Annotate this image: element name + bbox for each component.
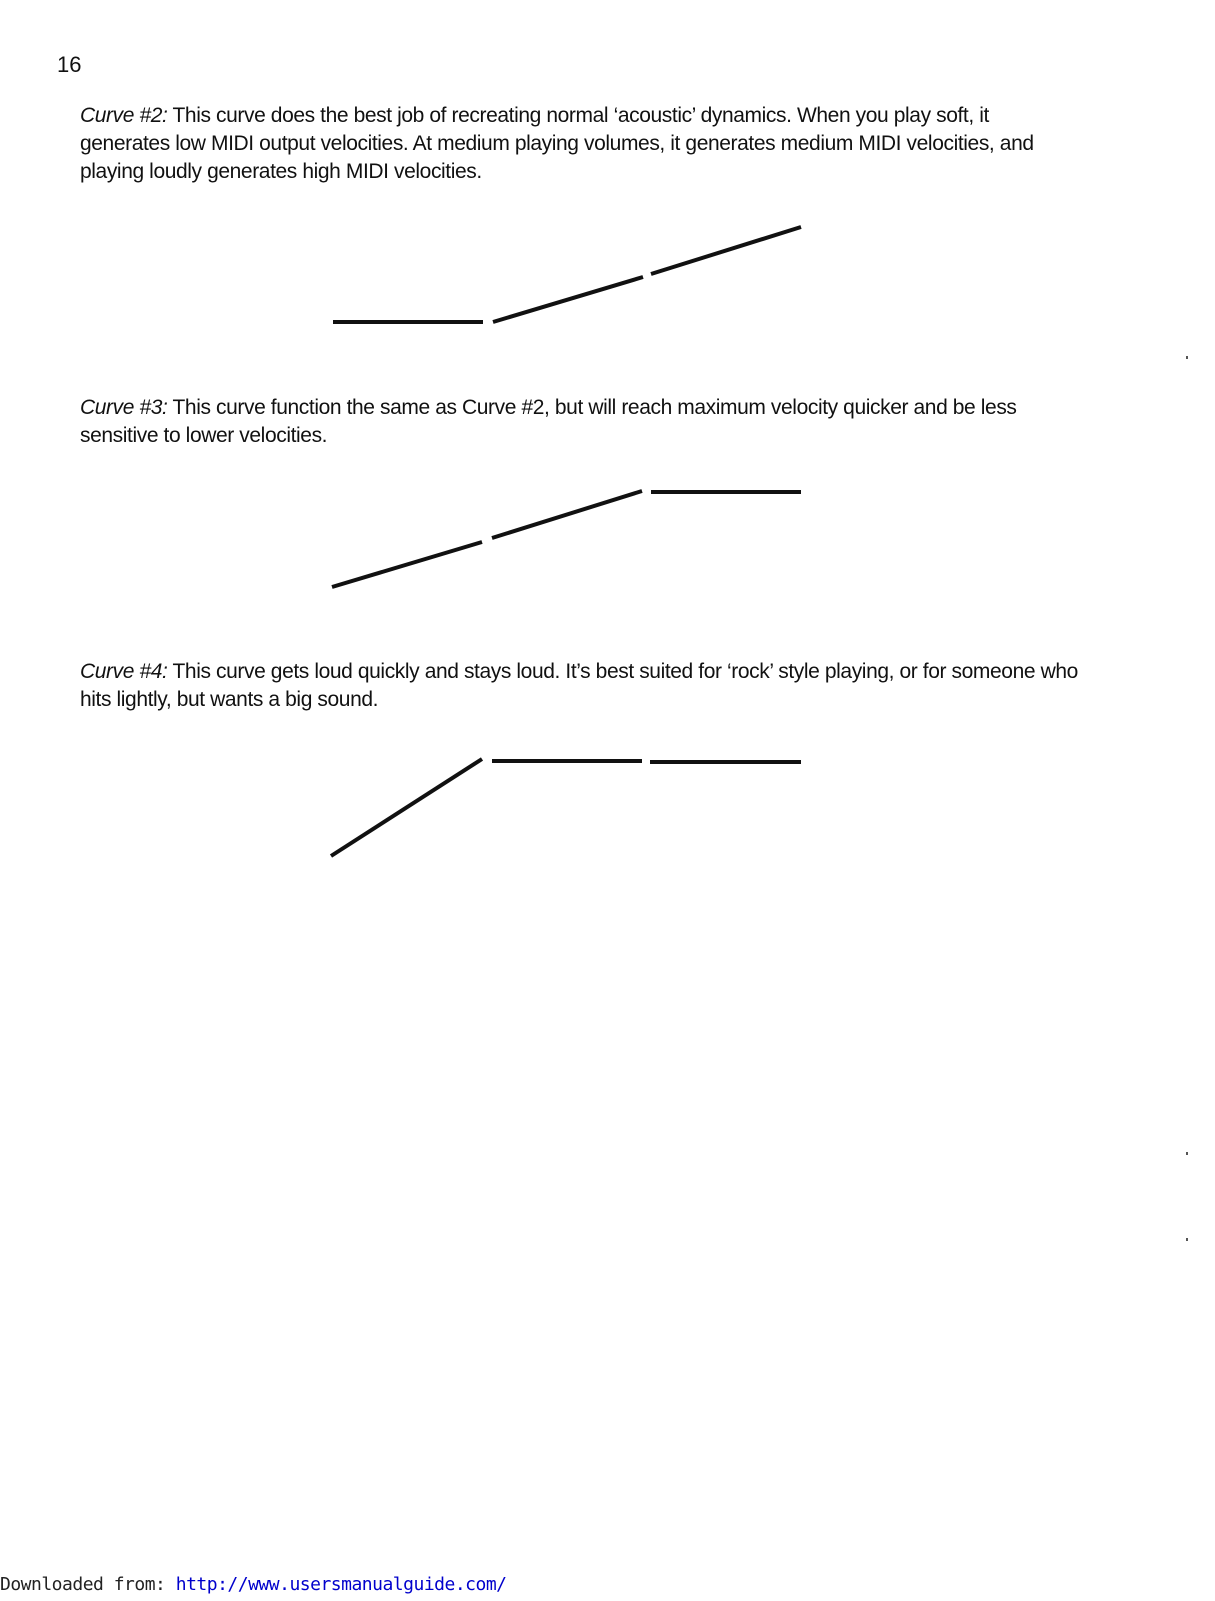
curve-4-text: This curve gets loud quickly and stays loud. It’s best suited for ‘rock’ style playing, or for someone who hits lightly, but wants a big sound. xyxy=(80,660,1078,711)
curve-3-diagram xyxy=(320,470,820,620)
curve-2-diagram xyxy=(320,210,820,360)
scan-speck xyxy=(1186,356,1188,359)
curve-3-segment-1 xyxy=(332,542,482,587)
curve-3-text: This curve function the same as Curve #2, but will reach maximum velocity quicker and be less sensitive to lower velocities. xyxy=(80,396,1017,447)
curve-4-segment-1 xyxy=(331,759,482,856)
footer-prefix: Downloaded from: xyxy=(0,1574,176,1595)
download-footer xyxy=(0,1574,507,1595)
curve-4-description xyxy=(80,658,1080,714)
page-number: 16 xyxy=(57,52,82,77)
curve-3-segment-2 xyxy=(492,491,642,538)
scan-speck xyxy=(1186,1238,1188,1241)
curve-2-text: This curve does the best job of recreating normal ‘acoustic’ dynamics. When you play soft, it generates low MIDI output velocities. At medium playing volumes, it generates medium MIDI velocities, and playing loudly generates high MIDI velocities. xyxy=(80,104,1034,183)
curve-2-description xyxy=(80,102,1080,186)
curve-2-label: Curve #2: xyxy=(80,104,168,127)
curve-4-diagram xyxy=(320,740,820,890)
curve-4-label: Curve #4: xyxy=(80,660,168,683)
curve-2-segment-2 xyxy=(493,277,643,322)
curve-3-label: Curve #3: xyxy=(80,396,168,419)
footer-link[interactable]: http://www.usersmanualguide.com/ xyxy=(175,1574,507,1595)
curve-3-description xyxy=(80,394,1080,450)
scan-speck xyxy=(1186,1152,1188,1155)
curve-2-segment-3 xyxy=(651,227,801,274)
